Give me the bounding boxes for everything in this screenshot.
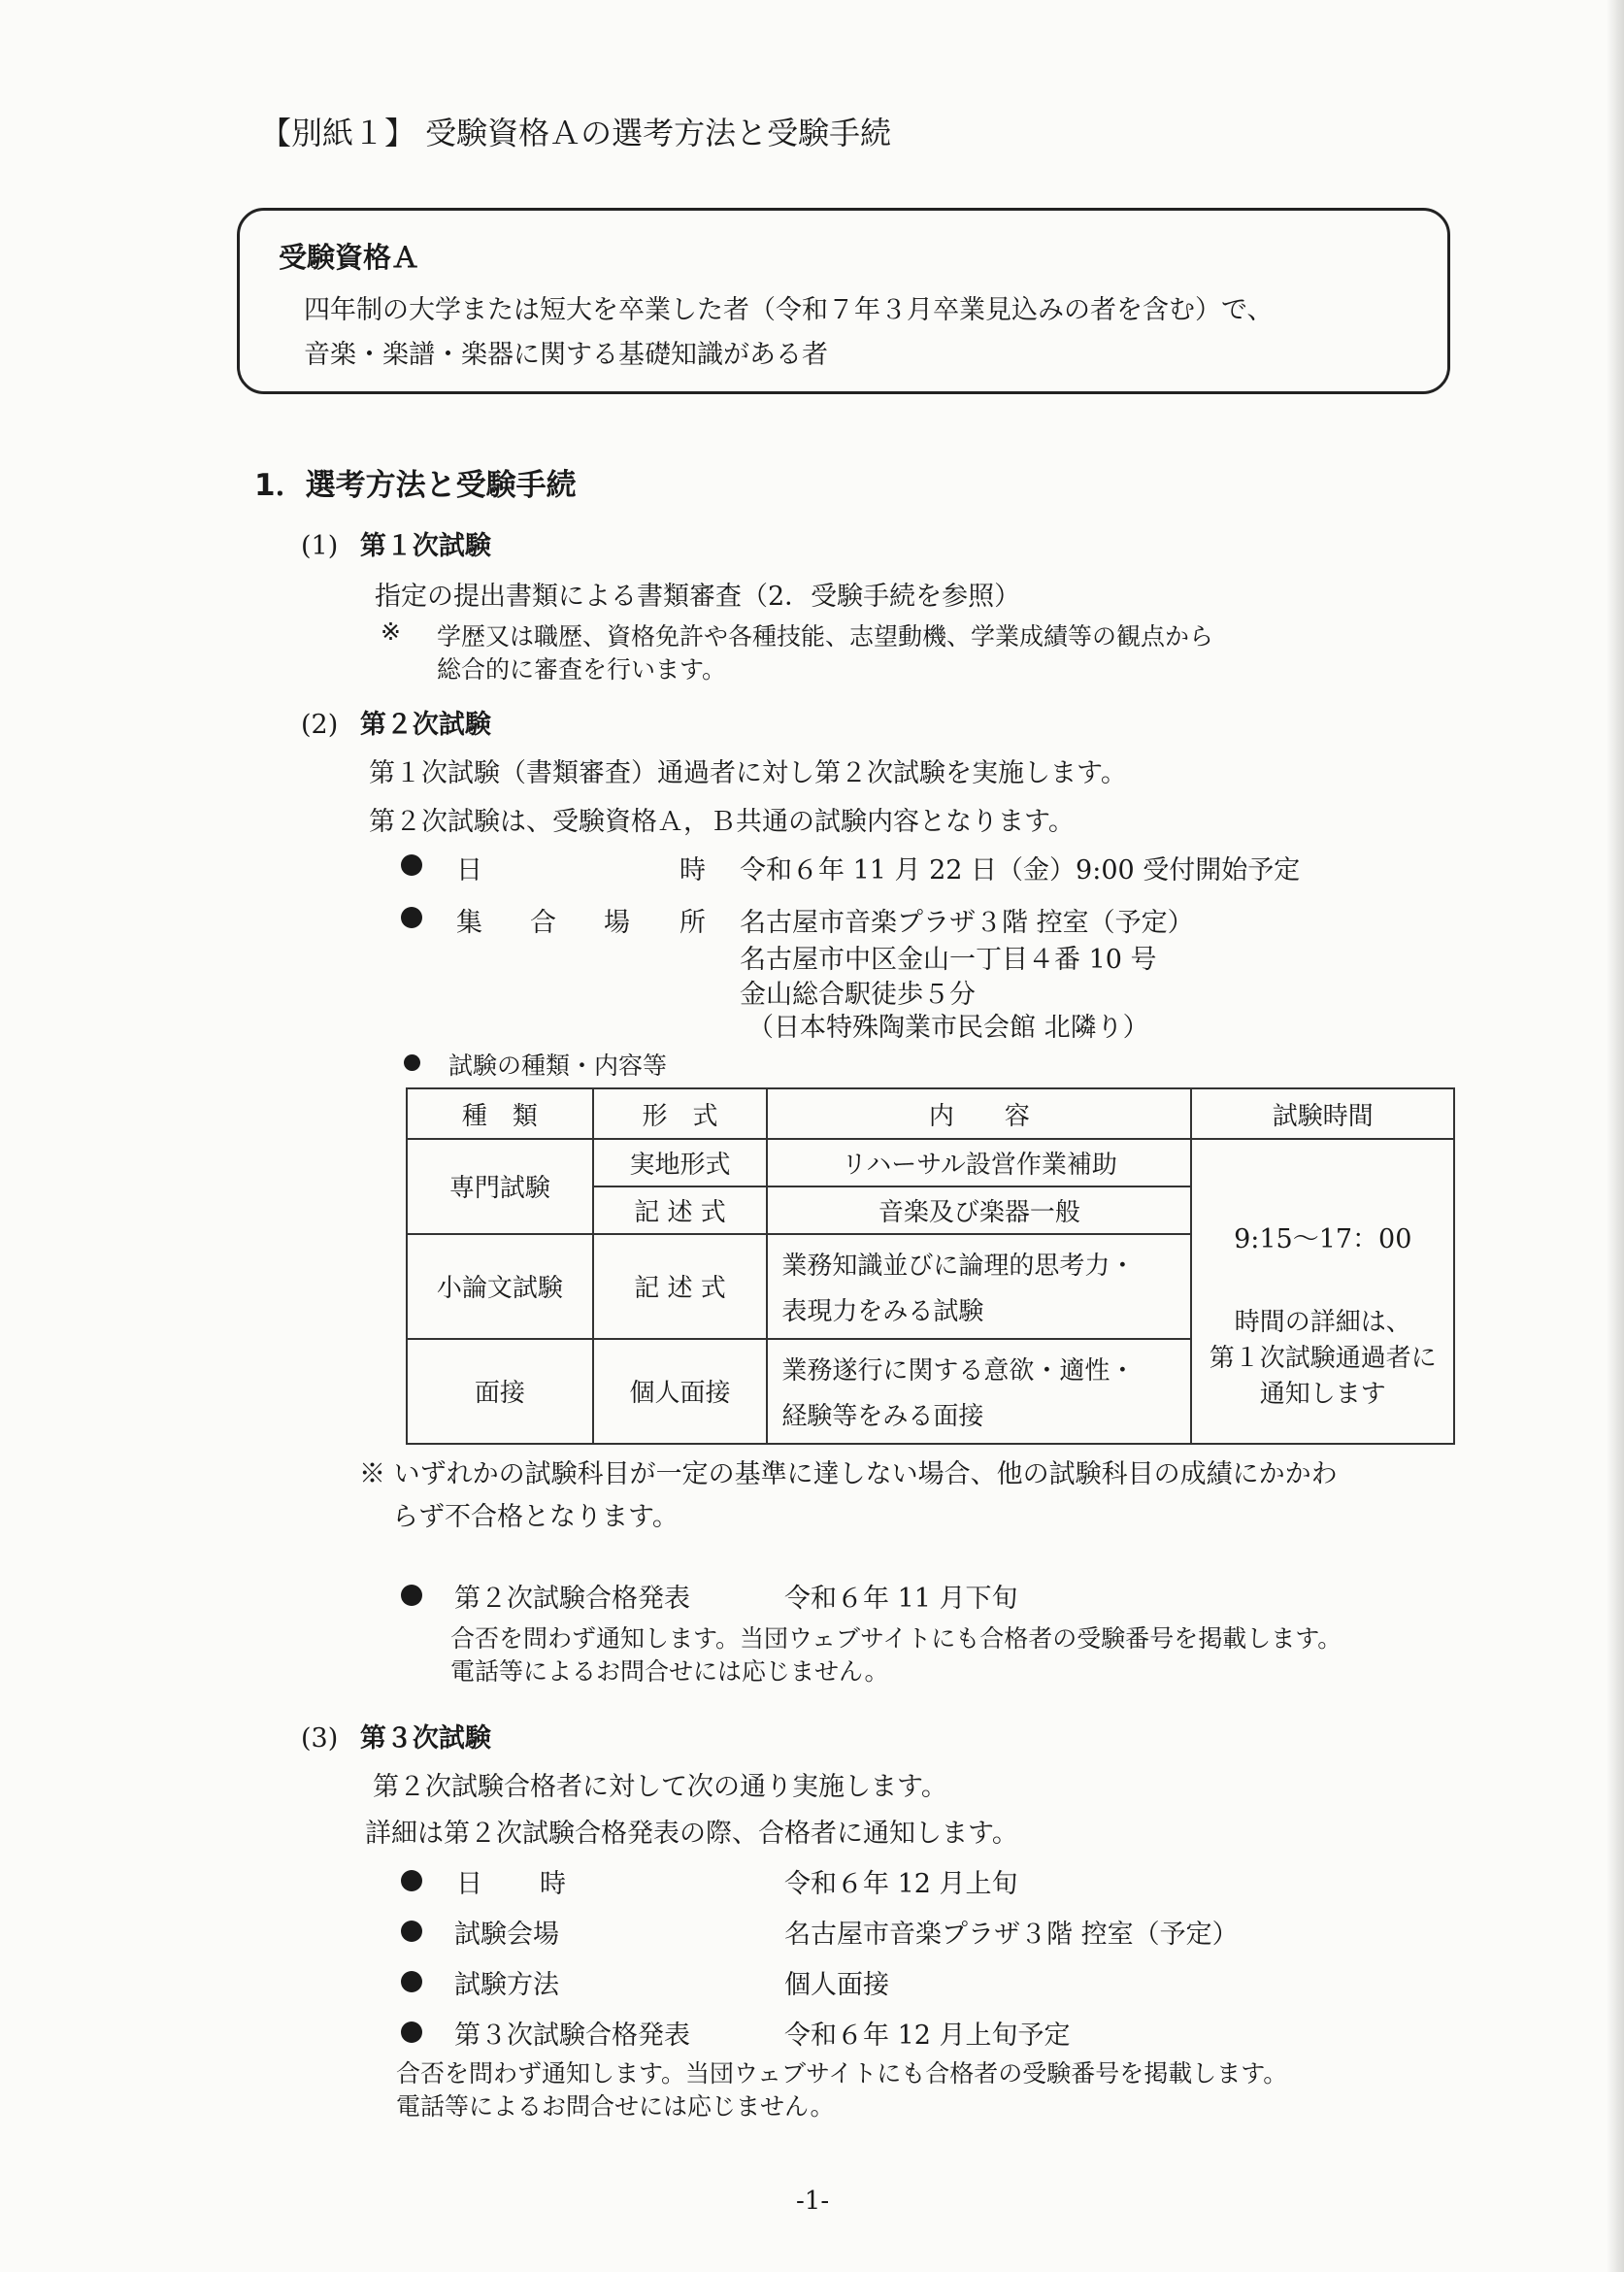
exam2-text-1: 第１次試験（書類審査）通過者に対し第２次試験を実施します。 [369, 758, 1127, 788]
section-heading: 1．選考方法と受験手続 [254, 468, 577, 503]
exam2-result-label: 第２次試験合格発表 [454, 1584, 690, 1614]
table-cell: 個人面接 [593, 1339, 768, 1444]
qualification-heading: 受験資格Ａ [279, 241, 420, 274]
exam3-label: 第３次試験 [359, 1723, 491, 1754]
exam3-heading [301, 1717, 491, 1754]
bullet [401, 2021, 422, 2043]
exam2-warning-line-1: ※ いずれかの試験科目が一定の基準に達しない場合、他の試験科目の成績にかかわ [359, 1459, 1338, 1489]
table-cell: 記 述 式 [593, 1234, 768, 1339]
exam-time-note-3: 通知します [1259, 1380, 1386, 1409]
exam2-place-label-4: 所 [679, 908, 706, 938]
exam3-result-label: 第３次試験合格発表 [454, 2021, 690, 2051]
table-row [407, 1139, 1454, 1186]
exam2-result-value: 令和６年 11 月下旬 [784, 1584, 1018, 1614]
exam2-place-label-1: 集 [456, 908, 482, 938]
exam3-date-label-1: 日 [456, 1869, 482, 1899]
bullet [401, 1585, 422, 1606]
table-cell-line: 業務遂行に関する意欲・適性・ [781, 1355, 1136, 1386]
exam2-place-value-2: 名古屋市中区金山一丁目４番 10 号 [740, 945, 1157, 975]
table-header-row [407, 1088, 1454, 1139]
exam2-text-2: 第２次試験は、受験資格Ａ，Ｂ共通の試験内容となります。 [369, 807, 1075, 837]
bullet [401, 1971, 422, 1992]
table-cell [767, 1339, 1191, 1444]
exam2-date-label-1: 日 [456, 855, 482, 885]
table-cell [767, 1234, 1191, 1339]
exam3-date-label-2: 時 [540, 1869, 566, 1899]
scan-edge-shadow [1607, 0, 1624, 2272]
table-header-cell: 形 式 [593, 1088, 768, 1139]
exam-time-note-1: 時間の詳細は、 [1234, 1308, 1411, 1337]
exam1-heading [301, 524, 491, 562]
qualification-line-2: 音楽・楽譜・楽器に関する基礎知識がある者 [304, 340, 828, 370]
table-time-cell [1191, 1139, 1454, 1444]
bullet [401, 907, 422, 928]
bullet [404, 1054, 420, 1071]
document-title: 【別紙１】 受験資格Ａの選考方法と受験手続 [260, 115, 892, 151]
exam2-place-value-3: 金山総合駅徒歩５分 [740, 980, 976, 1010]
qualification-box [237, 208, 1450, 394]
exam1-note-mark: ※ [381, 618, 401, 646]
exam2-label: 第２次試験 [359, 710, 491, 740]
exam2-warning-line-2: らず不合格となります。 [392, 1502, 679, 1532]
exam3-method-label: 試験方法 [454, 1970, 559, 2000]
bullet [401, 1870, 422, 1891]
exam2-place-value-1: 名古屋市音楽プラザ３階 控室（予定） [740, 908, 1194, 938]
qualification-line-1: 四年制の大学または短大を卒業した者（令和７年３月卒業見込みの者を含む）で、 [304, 295, 1274, 325]
table-cell-line: 経験等をみる面接 [781, 1401, 984, 1431]
exam-time-note-2: 第１次試験通過者に [1209, 1344, 1437, 1373]
table-cell: 音楽及び楽器一般 [767, 1186, 1191, 1234]
table-cell: 記 述 式 [593, 1186, 768, 1234]
exam1-note-line-2: 総合的に審査を行います。 [437, 655, 727, 684]
exam3-date-value: 令和６年 12 月上旬 [784, 1869, 1018, 1899]
exam1-label: 第１次試験 [359, 531, 491, 561]
table-cell: 小論文試験 [407, 1234, 593, 1339]
exam2-place-value-4: （日本特殊陶業市民会館 北隣り） [747, 1013, 1149, 1043]
exam3-result-note-2: 電話等によるお問合せには応じません。 [396, 2092, 835, 2121]
bullet [401, 854, 422, 876]
table-cell: 面接 [407, 1339, 593, 1444]
table-cell: 実地形式 [593, 1139, 768, 1186]
exam2-date-value: 令和６年 11 月 22 日（金）9:00 受付開始予定 [740, 855, 1301, 885]
exam2-result-note-2: 電話等によるお問合せには応じません。 [450, 1657, 889, 1686]
exam2-place-label-2: 合 [530, 908, 556, 938]
exam2-place-label-3: 場 [604, 908, 630, 938]
exam3-number: (3) [301, 1723, 339, 1754]
table-cell-line: 表現力をみる試験 [781, 1296, 984, 1326]
exam2-number: (2) [301, 710, 339, 740]
exam3-venue-label: 試験会場 [454, 1920, 559, 1950]
table-cell: リハーサル設営作業補助 [767, 1139, 1191, 1186]
exam3-venue-value: 名古屋市音楽プラザ３階 控室（予定） [784, 1920, 1239, 1950]
exam3-text-1: 第２次試験合格者に対して次の通り実施します。 [373, 1772, 947, 1802]
exam2-result-note-1: 合否を問わず通知します。当団ウェブサイトにも合格者の受験番号を掲載します。 [450, 1624, 1342, 1653]
table-cell-line: 業務知識並びに論理的思考力・ [781, 1251, 1136, 1281]
exam-time: 9:15～17：00 [1234, 1224, 1412, 1254]
table-header-cell: 試験時間 [1191, 1088, 1454, 1139]
exam-table [406, 1087, 1455, 1445]
table-header-cell: 内 容 [767, 1088, 1191, 1139]
exam3-result-value: 令和６年 12 月上旬予定 [784, 2021, 1071, 2051]
exam1-note-line-1: 学歴又は職歴、資格免許や各種技能、志望動機、学業成績等の観点から [437, 622, 1214, 651]
page-number: -1- [796, 2187, 830, 2216]
exam2-date-label-2: 時 [679, 855, 706, 885]
exam1-text: 指定の提出書類による書類審査（2．受験手続を参照） [375, 582, 1021, 612]
table-cell: 専門試験 [407, 1139, 593, 1234]
exam3-result-note-1: 合否を問わず通知します。当団ウェブサイトにも合格者の受験番号を掲載します。 [396, 2059, 1288, 2088]
exam3-method-value: 個人面接 [784, 1970, 889, 2000]
table-header-cell: 種 類 [407, 1088, 593, 1139]
exam1-number: (1) [301, 531, 339, 561]
exam3-text-2: 詳細は第２次試験合格発表の際、合格者に通知します。 [365, 1819, 1018, 1849]
exam2-types-label: 試験の種類・内容等 [448, 1052, 668, 1080]
exam2-heading [301, 703, 491, 741]
bullet [401, 1921, 422, 1942]
